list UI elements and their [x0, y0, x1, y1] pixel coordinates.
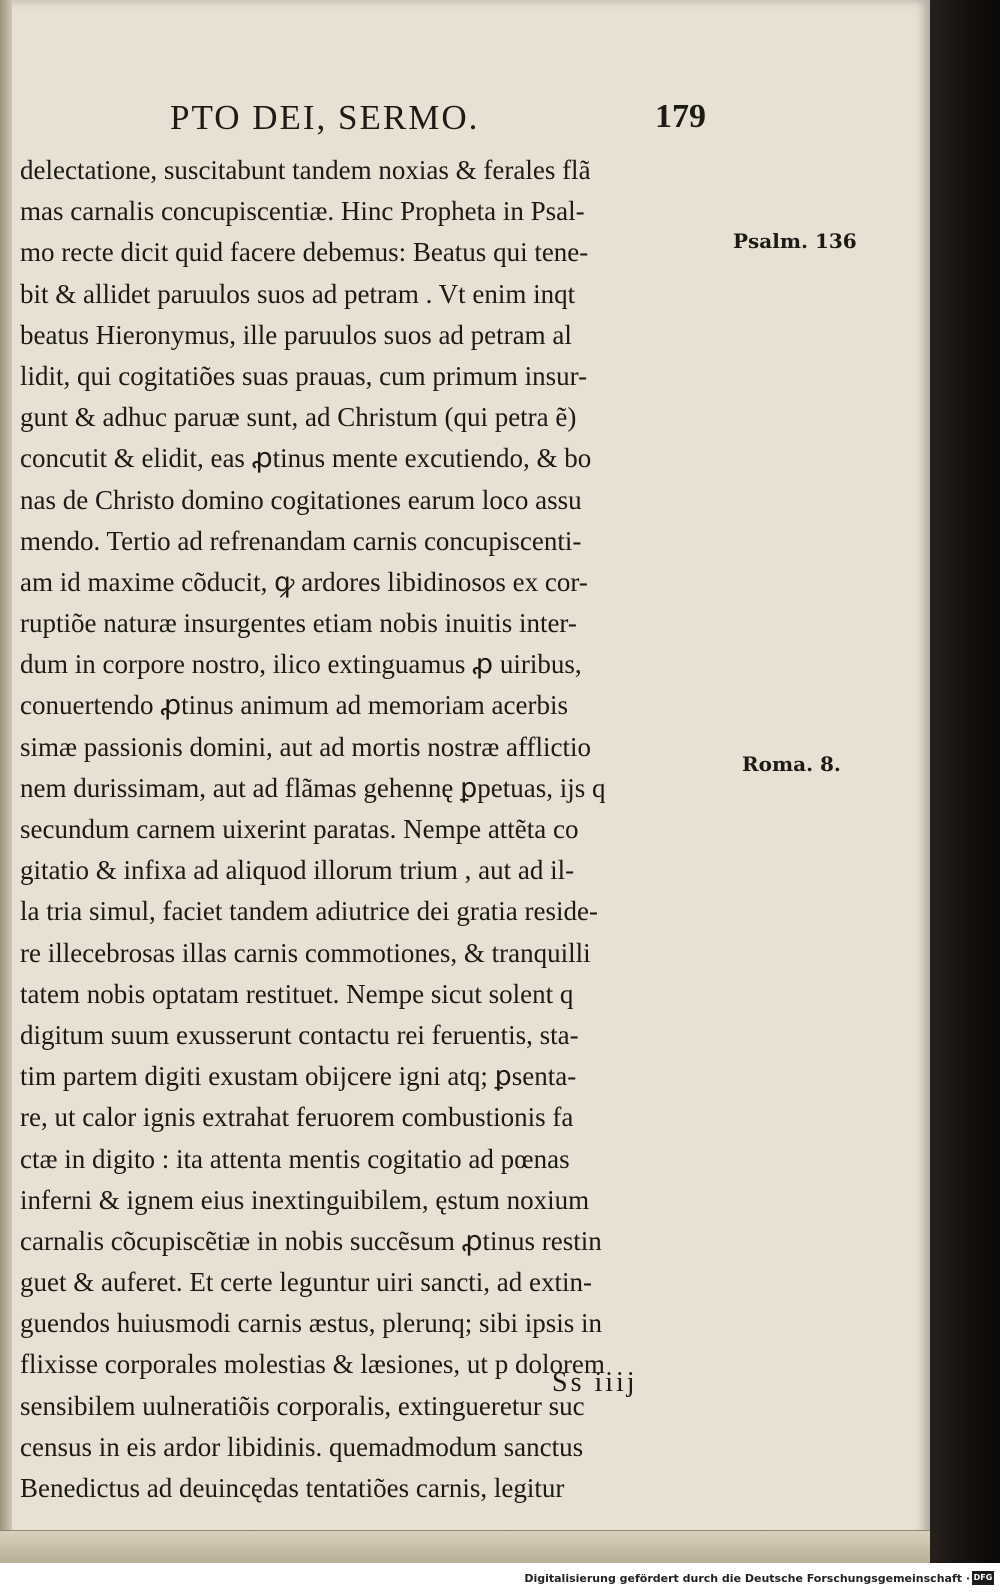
page-bottom-edge: [0, 1530, 930, 1564]
text-line: gitatio & infixa ad aliquod illorum trium , aut ad il-: [20, 855, 575, 886]
text-line: sensibilem uulneratiõis corporalis, extingueretur suc: [20, 1390, 585, 1421]
text-line: inferni & ignem eius inextinguibilem, ęstum noxium: [20, 1184, 590, 1215]
text-line: re, ut calor ignis extrahat feruorem combustionis fa: [20, 1102, 574, 1133]
text-line: delectatione, suscitabunt tandem noxias & ferales flã: [20, 155, 591, 185]
text-line: tatem nobis optatam restituet. Nempe sicut solent q: [20, 978, 574, 1009]
text-line: Benedictus ad deuincędas tentatiões carnis, legitur: [20, 1473, 565, 1503]
text-line: bit & allidet paruulos suos ad petram . Vt enim inqt: [20, 278, 576, 309]
text-line: gunt & adhuc paruæ sunt, ad Christum (qui petra ẽ): [20, 402, 577, 433]
text-line: ctæ in digito : ita attenta mentis cogitatio ad pœnas: [20, 1143, 570, 1174]
text-line: mendo. Tertio ad refrenandam carnis concupiscenti-: [20, 525, 582, 556]
text-line: digitum suum exusserunt contactu rei feruentis, sta-: [20, 1019, 579, 1050]
text-line: concutit & elidit, eas ꝓtinus mente excutiendo, & bo: [20, 443, 592, 474]
text-line: lidit, qui cogitatiões suas prauas, cum primum insur-: [20, 360, 588, 391]
text-line: census in eis ardor libidinis. quemadmodum sanctus: [20, 1431, 584, 1462]
signature-mark: Ss iiij: [552, 1367, 638, 1398]
marginal-note-psalm: Psalm. 136: [733, 229, 857, 253]
book-binding: [920, 0, 1000, 1563]
running-head: PTO DEI, SERMO.: [170, 98, 480, 137]
body-text: [20, 150, 745, 1509]
text-line: guet & auferet. Et certe leguntur uiri sancti, ad extin-: [20, 1267, 593, 1298]
text-line: nem durissimam, aut ad flãmas gehennę ꝑpetuas, ijs q: [20, 772, 606, 803]
text-line: ruptiõe naturæ insurgentes etiam nobis inuitis inter-: [20, 608, 577, 639]
text-line: nas de Christo domino cogitationes earum loco assu: [20, 484, 582, 515]
text-line: la tria simul, faciet tandem adiutrice dei gratia reside-: [20, 896, 598, 927]
text-line: mo recte dicit quid facere debemus: Beatus qui tene-: [20, 237, 589, 268]
marginal-note-roma: Roma. 8.: [742, 752, 841, 776]
text-line: beatus Hieronymus, ille paruulos suos ad petram al: [20, 319, 572, 350]
dfg-logo: DFG: [972, 1571, 994, 1585]
text-line: am id maxime cõducit, ꝙ ardores libidinosos ex cor-: [20, 566, 588, 597]
text-line: secundum carnem uixerint paratas. Nempe attẽta co: [20, 814, 579, 844]
page-edge: [0, 0, 12, 1563]
text-line: carnalis cõcupiscẽtiæ in nobis succẽsum ꝓtinus restin: [20, 1225, 602, 1256]
text-line: conuertendo ꝓtinus animum ad memoriam acerbis: [20, 690, 569, 721]
text-line: simæ passionis domini, aut ad mortis nostræ afflictio: [20, 731, 591, 762]
text-line: guendos huiusmodi carnis æstus, plerunq; sibi ipsis in: [20, 1308, 603, 1339]
text-line: flixisse corporales molestias & læsiones, ut p dolorem: [20, 1349, 605, 1380]
footer-credit: Digitalisierung gefördert durch die Deutsche Forschungsgemeinschaft ·: [524, 1572, 970, 1585]
text-line: mas carnalis concupiscentiæ. Hinc Propheta in Psal-: [20, 196, 585, 227]
page-number: 179: [655, 98, 706, 135]
text-line: re illecebrosas illas carnis commotiones, & tranquilli: [20, 937, 591, 968]
text-line: dum in corpore nostro, ilico extinguamus ꝓ uiribus,: [20, 649, 582, 680]
text-line: tim partem digiti exustam obijcere igni atq; ꝑsenta-: [20, 1061, 577, 1092]
